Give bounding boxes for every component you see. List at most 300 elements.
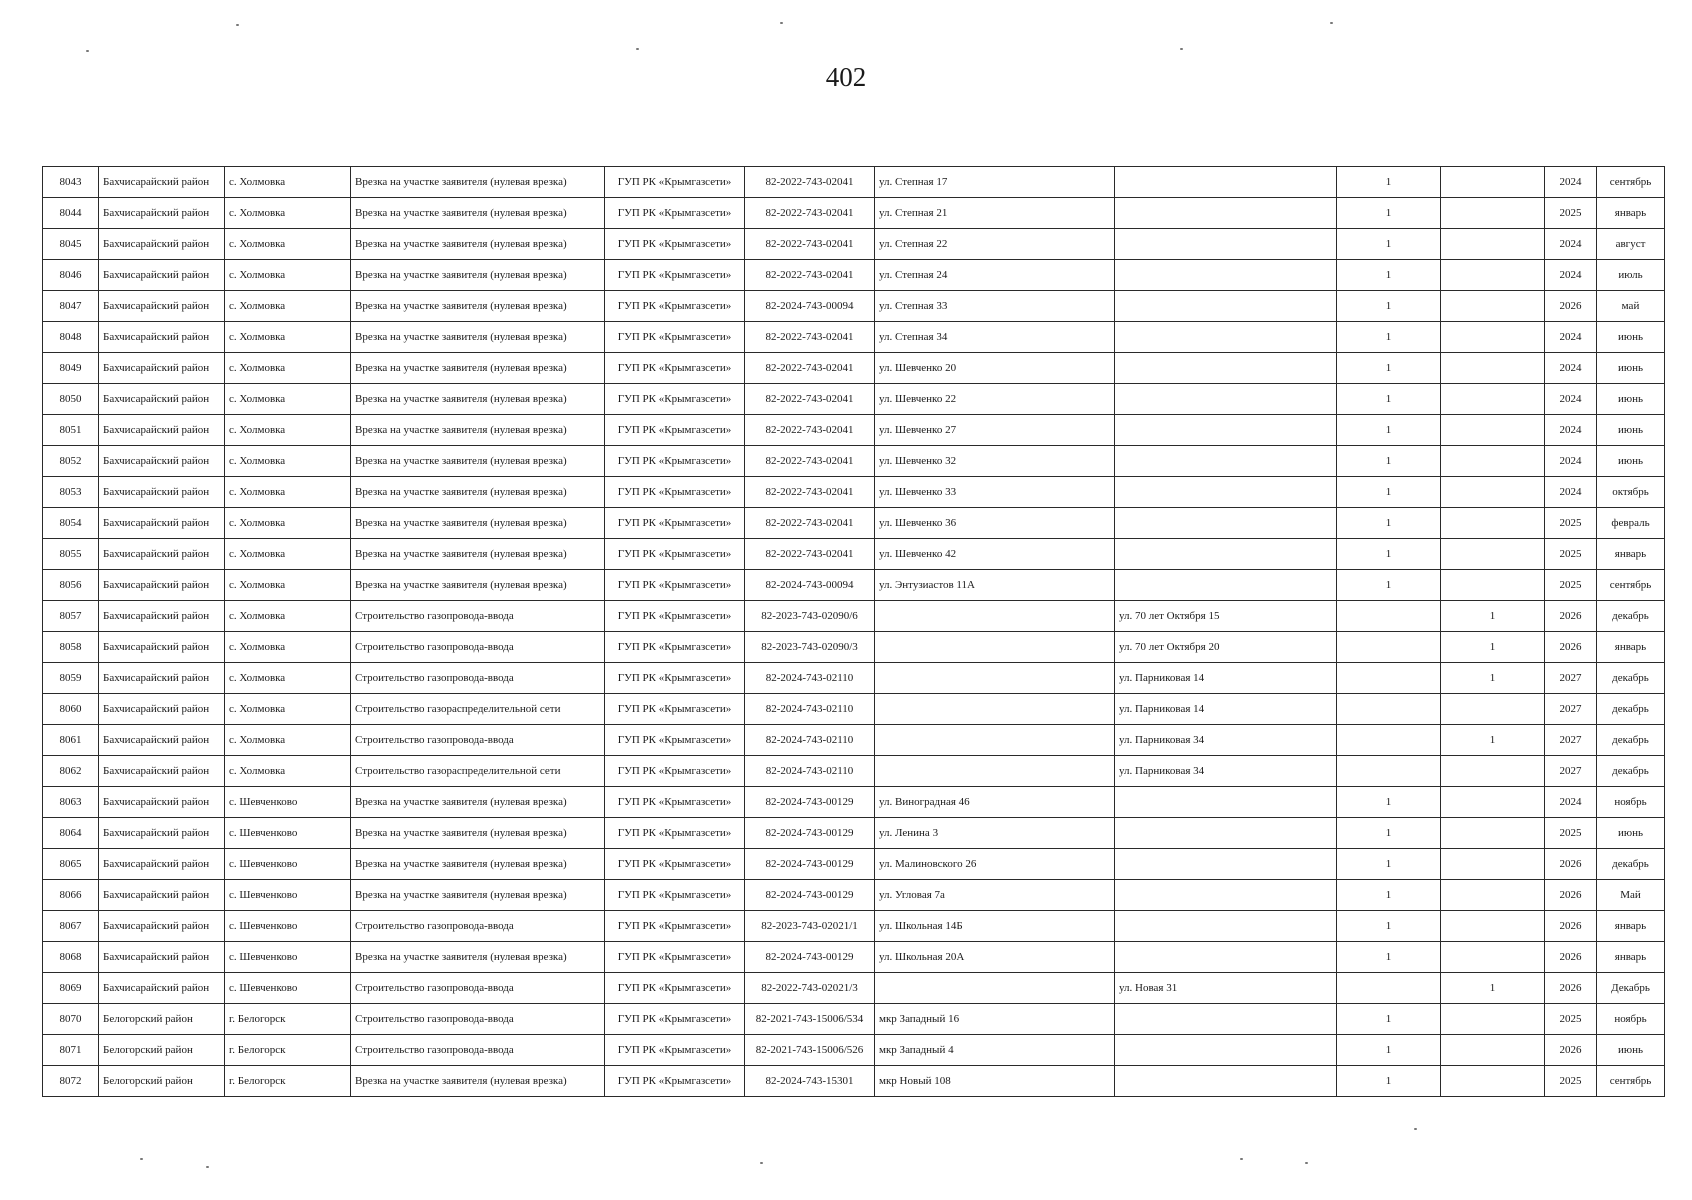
- application-code-cell: 82-2022-743-02041: [745, 260, 875, 291]
- settlement-cell: с. Холмовка: [225, 167, 351, 198]
- organization-cell: ГУП РК «Крымгазсети»: [605, 384, 745, 415]
- second-address-cell: [1115, 477, 1337, 508]
- scan-speck: [236, 24, 239, 26]
- month-cell: Май: [1597, 880, 1665, 911]
- month-cell: ноябрь: [1597, 1004, 1665, 1035]
- work-type-cell: Строительство газопровода-ввода: [351, 973, 605, 1004]
- second-quantity-cell: [1441, 446, 1545, 477]
- work-type-cell: Врезка на участке заявителя (нулевая врезка): [351, 880, 605, 911]
- row-number: 8068: [43, 942, 99, 973]
- quantity-cell: [1337, 694, 1441, 725]
- district-cell: Бахчисарайский район: [99, 911, 225, 942]
- table-row: [43, 880, 1665, 911]
- row-number: 8047: [43, 291, 99, 322]
- quantity-cell: 1: [1337, 322, 1441, 353]
- application-code-cell: 82-2024-743-02110: [745, 663, 875, 694]
- organization-cell: ГУП РК «Крымгазсети»: [605, 570, 745, 601]
- second-quantity-cell: [1441, 167, 1545, 198]
- quantity-cell: [1337, 632, 1441, 663]
- month-cell: июнь: [1597, 446, 1665, 477]
- month-cell: декабрь: [1597, 756, 1665, 787]
- organization-cell: ГУП РК «Крымгазсети»: [605, 1004, 745, 1035]
- work-type-cell: Строительство газораспределительной сети: [351, 694, 605, 725]
- quantity-cell: [1337, 601, 1441, 632]
- table-row: [43, 260, 1665, 291]
- month-cell: июнь: [1597, 322, 1665, 353]
- quantity-cell: 1: [1337, 570, 1441, 601]
- work-type-cell: Врезка на участке заявителя (нулевая врезка): [351, 508, 605, 539]
- work-type-cell: Врезка на участке заявителя (нулевая врезка): [351, 942, 605, 973]
- second-address-cell: [1115, 1035, 1337, 1066]
- month-cell: июнь: [1597, 353, 1665, 384]
- month-cell: декабрь: [1597, 849, 1665, 880]
- row-number: 8045: [43, 229, 99, 260]
- organization-cell: ГУП РК «Крымгазсети»: [605, 353, 745, 384]
- address-cell: [875, 663, 1115, 694]
- year-cell: 2024: [1545, 167, 1597, 198]
- month-cell: август: [1597, 229, 1665, 260]
- second-quantity-cell: [1441, 353, 1545, 384]
- table-row: [43, 539, 1665, 570]
- row-number: 8069: [43, 973, 99, 1004]
- quantity-cell: 1: [1337, 353, 1441, 384]
- second-quantity-cell: [1441, 911, 1545, 942]
- second-address-cell: [1115, 942, 1337, 973]
- row-number: 8056: [43, 570, 99, 601]
- district-cell: Бахчисарайский район: [99, 198, 225, 229]
- second-quantity-cell: [1441, 1004, 1545, 1035]
- organization-cell: ГУП РК «Крымгазсети»: [605, 849, 745, 880]
- year-cell: 2026: [1545, 1035, 1597, 1066]
- application-code-cell: 82-2024-743-00129: [745, 880, 875, 911]
- table-row: [43, 446, 1665, 477]
- district-cell: Бахчисарайский район: [99, 539, 225, 570]
- settlement-cell: с. Холмовка: [225, 446, 351, 477]
- quantity-cell: 1: [1337, 384, 1441, 415]
- year-cell: 2027: [1545, 725, 1597, 756]
- district-cell: Белогорский район: [99, 1004, 225, 1035]
- district-cell: Бахчисарайский район: [99, 415, 225, 446]
- settlement-cell: с. Холмовка: [225, 384, 351, 415]
- second-address-cell: [1115, 167, 1337, 198]
- application-code-cell: 82-2023-743-02090/3: [745, 632, 875, 663]
- second-address-cell: ул. 70 лет Октября 15: [1115, 601, 1337, 632]
- second-address-cell: [1115, 849, 1337, 880]
- month-cell: декабрь: [1597, 663, 1665, 694]
- district-cell: Бахчисарайский район: [99, 818, 225, 849]
- organization-cell: ГУП РК «Крымгазсети»: [605, 818, 745, 849]
- table-row: [43, 353, 1665, 384]
- month-cell: сентябрь: [1597, 1066, 1665, 1097]
- scan-speck: [140, 1158, 143, 1160]
- application-code-cell: 82-2024-743-00129: [745, 787, 875, 818]
- table-row: [43, 818, 1665, 849]
- table-row: [43, 291, 1665, 322]
- second-address-cell: [1115, 415, 1337, 446]
- work-type-cell: Врезка на участке заявителя (нулевая врезка): [351, 539, 605, 570]
- row-number: 8043: [43, 167, 99, 198]
- work-type-cell: Врезка на участке заявителя (нулевая врезка): [351, 818, 605, 849]
- scan-speck: [1330, 22, 1333, 24]
- second-quantity-cell: 1: [1441, 725, 1545, 756]
- settlement-cell: г. Белогорск: [225, 1066, 351, 1097]
- table-row: [43, 198, 1665, 229]
- row-number: 8058: [43, 632, 99, 663]
- organization-cell: ГУП РК «Крымгазсети»: [605, 756, 745, 787]
- page-number: 402: [825, 62, 867, 92]
- organization-cell: ГУП РК «Крымгазсети»: [605, 1066, 745, 1097]
- second-quantity-cell: [1441, 291, 1545, 322]
- scan-speck: [206, 1166, 209, 1168]
- table-row: [43, 725, 1665, 756]
- year-cell: 2027: [1545, 694, 1597, 725]
- address-cell: мкр Западный 4: [875, 1035, 1115, 1066]
- table-row: [43, 942, 1665, 973]
- address-cell: ул. Ленина 3: [875, 818, 1115, 849]
- district-cell: Бахчисарайский район: [99, 229, 225, 260]
- district-cell: Бахчисарайский район: [99, 570, 225, 601]
- application-code-cell: 82-2022-743-02041: [745, 384, 875, 415]
- application-code-cell: 82-2022-743-02021/3: [745, 973, 875, 1004]
- organization-cell: ГУП РК «Крымгазсети»: [605, 415, 745, 446]
- second-quantity-cell: [1441, 415, 1545, 446]
- second-address-cell: [1115, 570, 1337, 601]
- second-address-cell: [1115, 539, 1337, 570]
- year-cell: 2026: [1545, 942, 1597, 973]
- settlement-cell: с. Холмовка: [225, 322, 351, 353]
- quantity-cell: [1337, 725, 1441, 756]
- scan-speck: [1180, 48, 1183, 50]
- year-cell: 2024: [1545, 477, 1597, 508]
- address-cell: ул. Виноградная 46: [875, 787, 1115, 818]
- address-cell: [875, 973, 1115, 1004]
- settlement-cell: с. Холмовка: [225, 725, 351, 756]
- application-code-cell: 82-2024-743-02110: [745, 756, 875, 787]
- organization-cell: ГУП РК «Крымгазсети»: [605, 601, 745, 632]
- row-number: 8064: [43, 818, 99, 849]
- organization-cell: ГУП РК «Крымгазсети»: [605, 787, 745, 818]
- settlement-cell: с. Холмовка: [225, 291, 351, 322]
- second-quantity-cell: [1441, 818, 1545, 849]
- settlement-cell: с. Холмовка: [225, 570, 351, 601]
- organization-cell: ГУП РК «Крымгазсети»: [605, 167, 745, 198]
- settlement-cell: с. Шевченково: [225, 942, 351, 973]
- district-cell: Бахчисарайский район: [99, 384, 225, 415]
- month-cell: январь: [1597, 632, 1665, 663]
- address-cell: ул. Школьная 14Б: [875, 911, 1115, 942]
- second-address-cell: [1115, 353, 1337, 384]
- address-cell: ул. Шевченко 36: [875, 508, 1115, 539]
- table-row: [43, 167, 1665, 198]
- second-quantity-cell: [1441, 570, 1545, 601]
- settlement-cell: с. Шевченково: [225, 849, 351, 880]
- year-cell: 2024: [1545, 353, 1597, 384]
- district-cell: Бахчисарайский район: [99, 973, 225, 1004]
- second-address-cell: [1115, 198, 1337, 229]
- address-cell: мкр Западный 16: [875, 1004, 1115, 1035]
- second-quantity-cell: [1441, 849, 1545, 880]
- organization-cell: ГУП РК «Крымгазсети»: [605, 291, 745, 322]
- second-quantity-cell: [1441, 384, 1545, 415]
- second-address-cell: [1115, 384, 1337, 415]
- settlement-cell: с. Холмовка: [225, 477, 351, 508]
- scan-speck: [86, 50, 89, 52]
- application-code-cell: 82-2021-743-15006/534: [745, 1004, 875, 1035]
- work-type-cell: Врезка на участке заявителя (нулевая врезка): [351, 322, 605, 353]
- scan-speck: [1305, 1162, 1308, 1164]
- table-row: [43, 415, 1665, 446]
- address-cell: ул. Шевченко 32: [875, 446, 1115, 477]
- month-cell: июнь: [1597, 1035, 1665, 1066]
- table-row: [43, 632, 1665, 663]
- address-cell: ул. Степная 34: [875, 322, 1115, 353]
- quantity-cell: 1: [1337, 167, 1441, 198]
- table-row: [43, 973, 1665, 1004]
- year-cell: 2025: [1545, 198, 1597, 229]
- month-cell: сентябрь: [1597, 570, 1665, 601]
- table-row: [43, 477, 1665, 508]
- year-cell: 2027: [1545, 756, 1597, 787]
- row-number: 8071: [43, 1035, 99, 1066]
- month-cell: ноябрь: [1597, 787, 1665, 818]
- table-body: [43, 167, 1665, 1097]
- second-quantity-cell: [1441, 229, 1545, 260]
- row-number: 8062: [43, 756, 99, 787]
- address-cell: ул. Малиновского 26: [875, 849, 1115, 880]
- application-code-cell: 82-2024-743-00129: [745, 942, 875, 973]
- table-row: [43, 663, 1665, 694]
- district-cell: Бахчисарайский район: [99, 880, 225, 911]
- month-cell: январь: [1597, 539, 1665, 570]
- year-cell: 2024: [1545, 384, 1597, 415]
- address-cell: ул. Шевченко 27: [875, 415, 1115, 446]
- row-number: 8044: [43, 198, 99, 229]
- table-row: [43, 570, 1665, 601]
- quantity-cell: 1: [1337, 849, 1441, 880]
- second-address-cell: ул. Парниковая 34: [1115, 725, 1337, 756]
- settlement-cell: с. Шевченково: [225, 911, 351, 942]
- table-row: [43, 849, 1665, 880]
- application-code-cell: 82-2024-743-15301: [745, 1066, 875, 1097]
- year-cell: 2026: [1545, 291, 1597, 322]
- district-cell: Бахчисарайский район: [99, 632, 225, 663]
- row-number: 8046: [43, 260, 99, 291]
- organization-cell: ГУП РК «Крымгазсети»: [605, 911, 745, 942]
- address-cell: ул. Степная 22: [875, 229, 1115, 260]
- address-cell: ул. Шевченко 42: [875, 539, 1115, 570]
- second-address-cell: [1115, 787, 1337, 818]
- quantity-cell: 1: [1337, 1004, 1441, 1035]
- second-address-cell: ул. Парниковая 34: [1115, 756, 1337, 787]
- quantity-cell: 1: [1337, 880, 1441, 911]
- second-quantity-cell: 1: [1441, 601, 1545, 632]
- organization-cell: ГУП РК «Крымгазсети»: [605, 446, 745, 477]
- application-code-cell: 82-2023-743-02090/6: [745, 601, 875, 632]
- district-cell: Бахчисарайский район: [99, 942, 225, 973]
- organization-cell: ГУП РК «Крымгазсети»: [605, 725, 745, 756]
- work-type-cell: Строительство газопровода-ввода: [351, 663, 605, 694]
- second-address-cell: [1115, 229, 1337, 260]
- application-code-cell: 82-2024-743-02110: [745, 694, 875, 725]
- month-cell: июнь: [1597, 818, 1665, 849]
- quantity-cell: 1: [1337, 415, 1441, 446]
- second-address-cell: [1115, 1066, 1337, 1097]
- second-quantity-cell: 1: [1441, 632, 1545, 663]
- scan-speck: [1414, 1128, 1417, 1130]
- application-code-cell: 82-2021-743-15006/526: [745, 1035, 875, 1066]
- row-number: 8066: [43, 880, 99, 911]
- organization-cell: ГУП РК «Крымгазсети»: [605, 477, 745, 508]
- work-type-cell: Врезка на участке заявителя (нулевая врезка): [351, 446, 605, 477]
- work-type-cell: Строительство газопровода-ввода: [351, 1035, 605, 1066]
- table-row: [43, 601, 1665, 632]
- year-cell: 2026: [1545, 880, 1597, 911]
- work-type-cell: Врезка на участке заявителя (нулевая врезка): [351, 787, 605, 818]
- settlement-cell: г. Белогорск: [225, 1035, 351, 1066]
- quantity-cell: 1: [1337, 539, 1441, 570]
- district-cell: Бахчисарайский район: [99, 446, 225, 477]
- year-cell: 2024: [1545, 260, 1597, 291]
- quantity-cell: 1: [1337, 477, 1441, 508]
- district-cell: Бахчисарайский район: [99, 756, 225, 787]
- month-cell: июнь: [1597, 384, 1665, 415]
- work-type-cell: Врезка на участке заявителя (нулевая врезка): [351, 291, 605, 322]
- table-row: [43, 1035, 1665, 1066]
- settlement-cell: с. Холмовка: [225, 508, 351, 539]
- district-cell: Белогорский район: [99, 1066, 225, 1097]
- application-code-cell: 82-2022-743-02041: [745, 508, 875, 539]
- address-cell: ул. Школьная 20А: [875, 942, 1115, 973]
- address-cell: [875, 725, 1115, 756]
- district-cell: Бахчисарайский район: [99, 849, 225, 880]
- second-address-cell: [1115, 322, 1337, 353]
- application-code-cell: 82-2024-743-02110: [745, 725, 875, 756]
- month-cell: декабрь: [1597, 725, 1665, 756]
- settlement-cell: с. Холмовка: [225, 756, 351, 787]
- row-number: 8070: [43, 1004, 99, 1035]
- work-type-cell: Врезка на участке заявителя (нулевая врезка): [351, 167, 605, 198]
- quantity-cell: 1: [1337, 229, 1441, 260]
- second-quantity-cell: 1: [1441, 973, 1545, 1004]
- address-cell: ул. Энтузиастов 11А: [875, 570, 1115, 601]
- application-code-cell: 82-2023-743-02021/1: [745, 911, 875, 942]
- row-number: 8052: [43, 446, 99, 477]
- year-cell: 2026: [1545, 601, 1597, 632]
- month-cell: декабрь: [1597, 694, 1665, 725]
- work-type-cell: Строительство газопровода-ввода: [351, 632, 605, 663]
- gas-connection-register-table: [42, 166, 1665, 1097]
- organization-cell: ГУП РК «Крымгазсети»: [605, 508, 745, 539]
- district-cell: Бахчисарайский район: [99, 694, 225, 725]
- second-address-cell: [1115, 880, 1337, 911]
- address-cell: [875, 756, 1115, 787]
- second-address-cell: [1115, 291, 1337, 322]
- organization-cell: ГУП РК «Крымгазсети»: [605, 198, 745, 229]
- year-cell: 2024: [1545, 322, 1597, 353]
- year-cell: 2027: [1545, 663, 1597, 694]
- application-code-cell: 82-2024-743-00094: [745, 291, 875, 322]
- month-cell: сентябрь: [1597, 167, 1665, 198]
- settlement-cell: с. Холмовка: [225, 694, 351, 725]
- organization-cell: ГУП РК «Крымгазсети»: [605, 942, 745, 973]
- row-number: 8051: [43, 415, 99, 446]
- second-quantity-cell: [1441, 477, 1545, 508]
- second-quantity-cell: [1441, 508, 1545, 539]
- district-cell: Бахчисарайский район: [99, 322, 225, 353]
- application-code-cell: 82-2022-743-02041: [745, 353, 875, 384]
- row-number: 8072: [43, 1066, 99, 1097]
- second-address-cell: ул. Парниковая 14: [1115, 663, 1337, 694]
- work-type-cell: Врезка на участке заявителя (нулевая врезка): [351, 198, 605, 229]
- application-code-cell: 82-2022-743-02041: [745, 229, 875, 260]
- scan-speck: [760, 1162, 763, 1164]
- settlement-cell: с. Холмовка: [225, 663, 351, 694]
- year-cell: 2025: [1545, 539, 1597, 570]
- district-cell: Бахчисарайский район: [99, 477, 225, 508]
- second-quantity-cell: [1441, 694, 1545, 725]
- application-code-cell: 82-2022-743-02041: [745, 477, 875, 508]
- second-quantity-cell: [1441, 1035, 1545, 1066]
- work-type-cell: Врезка на участке заявителя (нулевая врезка): [351, 849, 605, 880]
- organization-cell: ГУП РК «Крымгазсети»: [605, 880, 745, 911]
- address-cell: ул. Шевченко 20: [875, 353, 1115, 384]
- year-cell: 2026: [1545, 973, 1597, 1004]
- year-cell: 2024: [1545, 415, 1597, 446]
- organization-cell: ГУП РК «Крымгазсети»: [605, 663, 745, 694]
- second-quantity-cell: [1441, 880, 1545, 911]
- second-address-cell: [1115, 911, 1337, 942]
- month-cell: Декабрь: [1597, 973, 1665, 1004]
- quantity-cell: 1: [1337, 198, 1441, 229]
- organization-cell: ГУП РК «Крымгазсети»: [605, 322, 745, 353]
- organization-cell: ГУП РК «Крымгазсети»: [605, 229, 745, 260]
- month-cell: октябрь: [1597, 477, 1665, 508]
- application-code-cell: 82-2024-743-00094: [745, 570, 875, 601]
- year-cell: 2026: [1545, 849, 1597, 880]
- row-number: 8050: [43, 384, 99, 415]
- second-quantity-cell: [1441, 322, 1545, 353]
- table-row: [43, 384, 1665, 415]
- row-number: 8063: [43, 787, 99, 818]
- month-cell: февраль: [1597, 508, 1665, 539]
- address-cell: ул. Шевченко 22: [875, 384, 1115, 415]
- month-cell: май: [1597, 291, 1665, 322]
- year-cell: 2026: [1545, 632, 1597, 663]
- settlement-cell: г. Белогорск: [225, 1004, 351, 1035]
- year-cell: 2026: [1545, 911, 1597, 942]
- address-cell: [875, 601, 1115, 632]
- settlement-cell: с. Холмовка: [225, 260, 351, 291]
- quantity-cell: 1: [1337, 446, 1441, 477]
- scan-speck: [636, 48, 639, 50]
- application-code-cell: 82-2022-743-02041: [745, 539, 875, 570]
- row-number: 8053: [43, 477, 99, 508]
- second-address-cell: [1115, 818, 1337, 849]
- settlement-cell: с. Шевченково: [225, 818, 351, 849]
- second-quantity-cell: [1441, 260, 1545, 291]
- row-number: 8059: [43, 663, 99, 694]
- organization-cell: ГУП РК «Крымгазсети»: [605, 539, 745, 570]
- quantity-cell: 1: [1337, 787, 1441, 818]
- table-row: [43, 756, 1665, 787]
- settlement-cell: с. Холмовка: [225, 601, 351, 632]
- district-cell: Бахчисарайский район: [99, 508, 225, 539]
- work-type-cell: Врезка на участке заявителя (нулевая врезка): [351, 415, 605, 446]
- row-number: 8065: [43, 849, 99, 880]
- year-cell: 2025: [1545, 1004, 1597, 1035]
- quantity-cell: 1: [1337, 911, 1441, 942]
- work-type-cell: Врезка на участке заявителя (нулевая врезка): [351, 260, 605, 291]
